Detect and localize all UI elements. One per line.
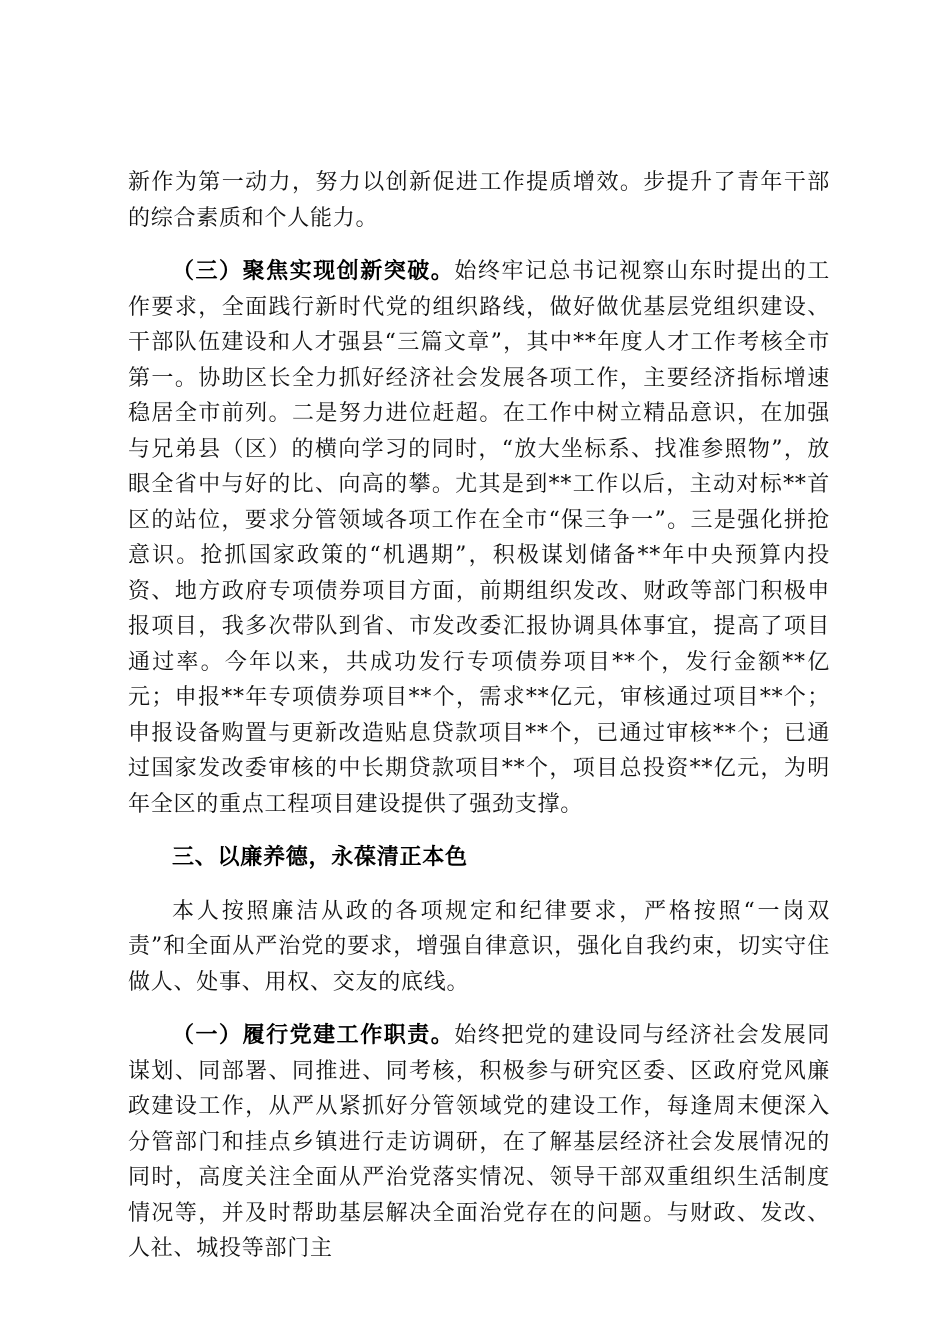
section-three-heading (128, 840, 830, 876)
continuation-paragraph (128, 165, 830, 236)
item-one-paragraph (128, 1018, 830, 1267)
item-one-body: 始终把党的建设同与经济社会发展同谋划、同部署、同推进、同考核，积极参与研究区委、区政府党风廉政建设工作，从严从紧抓好分管领域党的建设工作，每逢周末便深入分管部门和挂点乡镇进行走访调研，在了解基层经济社会发展情况的同时，高度关注全面从严治党落实情况、领导干部双重组织生活制度情况等，并及时帮助基层解决全面治党存在的问题。与财政、发改、人社、城投等部门主 (128, 1023, 830, 1261)
continuation-text: 新作为第一动力，努力以创新促进工作提质增效。步提升了青年干部的综合素质和个人能力。 (128, 170, 830, 231)
item-three-lead: （三）聚焦实现创新突破。 (172, 258, 455, 284)
item-one-lead: （一）履行党建工作职责。 (172, 1022, 455, 1048)
section-three-intro-paragraph (128, 894, 830, 1001)
document-body (128, 165, 830, 1267)
section-three-heading-text: 三、以廉养德，永葆清正本色 (172, 844, 468, 870)
item-three-paragraph (128, 254, 830, 822)
item-three-body: 始终牢记总书记视察山东时提出的工作要求，全面践行新时代党的组织路线，做好做优基层党组织建设、干部队伍建设和人才强县“三篇文章”，其中**年度人才工作考核全市第一。协助区长全力抓好经济社会发展各项工作，主要经济指标增速稳居全市前列。二是努力进位赶超。在工作中树立精品意识，在加强与兄弟县（区）的横向学习的同时，“放大坐标系、找准参照物”，放眼全省中与好的比、向高的攀。尤其是到**工作以后，主动对标**首区的站位，要求分管领域各项工作在全市“保三争一”。三是强化拼抢意识。抢抓国家政策的“机遇期”，积极谋划储备**年中央预算内投资、地方政府专项债券项目方面，前期组织发改、财政等部门积极申报项目，我多次带队到省、市发改委汇报协调具体事宜，提高了项目通过率。今年以来，共成功发行专项债券项目**个，发行金额**亿元；申报**年专项债券项目**个，需求**亿元，审核通过项目**个；申报设备购置与更新改造贴息贷款项目**个，已通过审核**个；已通过国家发改委审核的中长期贷款项目**个，项目总投资**亿元，为明年全区的重点工程项目建设提供了强劲支撑。 (128, 259, 830, 817)
section-three-intro-text: 本人按照廉洁从政的各项规定和纪律要求，严格按照“一岗双责”和全面从严治党的要求，增强自律意识，强化自我约束，切实守住做人、处事、用权、交友的底线。 (128, 898, 830, 995)
